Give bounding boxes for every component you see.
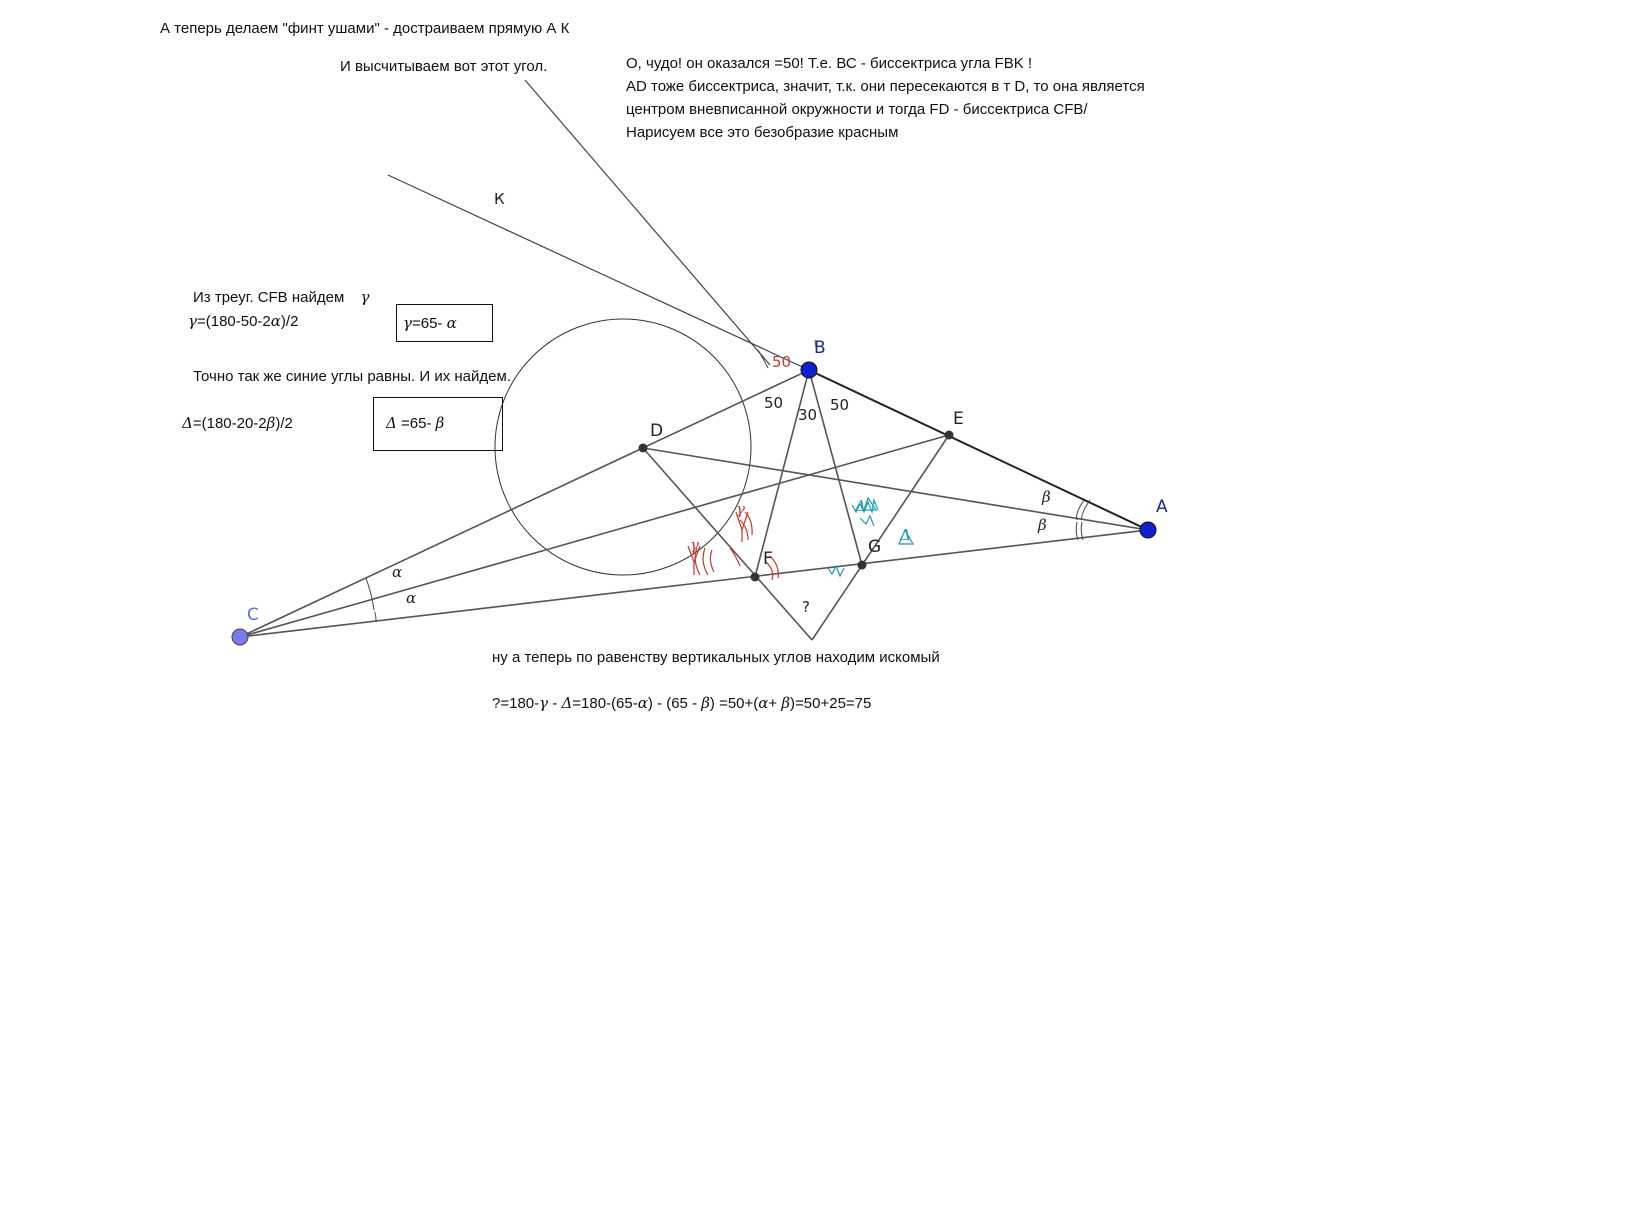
delta-formula [182,412,293,435]
beta-symbol-box: β [435,414,445,432]
delta-formula-text: =(180-20-2 [192,415,267,432]
gamma-formula [188,310,298,333]
final-part-g: )=50+25=75 [790,695,872,712]
final-part-f: + [768,695,778,712]
final-delta: Δ [561,694,573,712]
alpha-symbol-box: α [446,314,457,332]
point-label-E: E [953,409,964,429]
point-C-marker [232,629,248,645]
angle-label-bf-30: 30 [798,406,818,424]
excircle [495,319,751,575]
from-triangle-text: Из треуг. CFB найдем [193,289,345,306]
final-formula [492,692,871,715]
point-label-C: C [247,605,259,625]
gamma-box-text: =65- [411,315,443,332]
final-part-c: =180-(65- [572,695,638,712]
segment-DA [643,448,1148,530]
point-label-F: F [763,549,773,569]
gamma-symbol-note: γ [360,288,370,306]
gamma-formula-end: )/2 [280,313,299,330]
delta-result-box [373,397,503,451]
point-F-marker [751,573,760,582]
gamma-symbol-formula: γ [188,312,197,330]
delta-symbol-box: Δ [386,414,397,432]
point-label-G: G [868,537,882,557]
from-triangle-note [193,286,369,309]
angle-arc-B-ext [758,350,768,368]
final-part-e: ) =50+( [709,695,759,712]
angle-label-question: ? [802,598,810,616]
final-intro: ну а теперь по равенству вертикальных углов находим искомый [492,649,940,666]
final-part-b: - [548,695,562,712]
delta-formula-end: )/2 [275,415,293,432]
alpha-mark-C-upper: α [392,563,403,581]
final-part-d: ) - (65 - [647,695,698,712]
segment-CB [240,370,809,637]
angle-arc-C-1 [366,578,374,610]
miracle-line-3: центром вневписанной окружности и тогда FD - биссектриса CFB/ [626,101,1088,118]
angle-label-red-50: 50 [772,353,792,371]
top-heading: А теперь делаем "финт ушами" - достраиваем прямую А К [160,20,570,37]
blue-angles-note: Точно так же синие углы равны. И их найдем. [193,368,511,385]
final-beta-1: β [701,694,710,712]
gamma-symbol-box: γ [403,314,412,332]
beta-symbol-formula: β [266,414,276,432]
miracle-line-1: О, чудо! он оказался =50! Т.е. ВС - биссектриса угла FBK ! [626,55,1033,72]
point-label-A: A [1156,497,1168,517]
final-part-a: ?=180- [492,695,540,712]
final-alpha-2: α [758,694,769,712]
point-D-marker [639,444,648,453]
point-label-B: B [814,338,826,358]
point-G-marker [858,561,867,570]
beta-mark-A-upper: β [1042,488,1051,506]
beta-mark-A-lower: β [1038,516,1047,534]
angle-label-be-50: 50 [830,396,850,414]
alpha-mark-C-lower: α [406,589,417,607]
point-label-K: К [494,190,505,208]
red-marks [688,512,778,580]
delta-mark-G-right: Δ [900,526,911,544]
miracle-line-2: AD тоже биссектриса, значит, т.к. они пересекаются в т D, то она является [626,78,1145,95]
angle-arc-A-2 [1077,500,1084,520]
miracle-line-4: Нарисуем все это безобразие красным [626,124,899,141]
point-label-D: D [650,421,664,441]
gamma-result [403,312,457,335]
alpha-symbol-formula: α [270,312,281,330]
gamma-result-box [396,304,493,342]
delta-result [386,412,444,435]
angle-arc-A-4 [1076,522,1078,540]
final-gamma: γ [539,694,549,712]
segment-CE [240,435,949,637]
delta-symbol-formula: Δ [182,414,193,432]
segment-DF-extended [643,448,812,640]
angle-label-bd-50: 50 [764,394,784,412]
gamma-mark-F-left: γ [690,536,699,554]
gamma-mark-F-upper: γ [736,500,745,518]
final-alpha-1: α [637,694,648,712]
point-A-marker [1140,522,1156,538]
point-B-marker [801,362,817,378]
count-angle-note: И высчитываем вот этот угол. [340,58,548,75]
gamma-formula-text: =(180-50-2 [196,313,271,330]
delta-box-text: =65- [401,415,432,432]
delta-mark-G-upper: Δ [855,497,866,515]
point-E-marker [945,431,954,440]
final-beta-2: β [781,694,791,712]
